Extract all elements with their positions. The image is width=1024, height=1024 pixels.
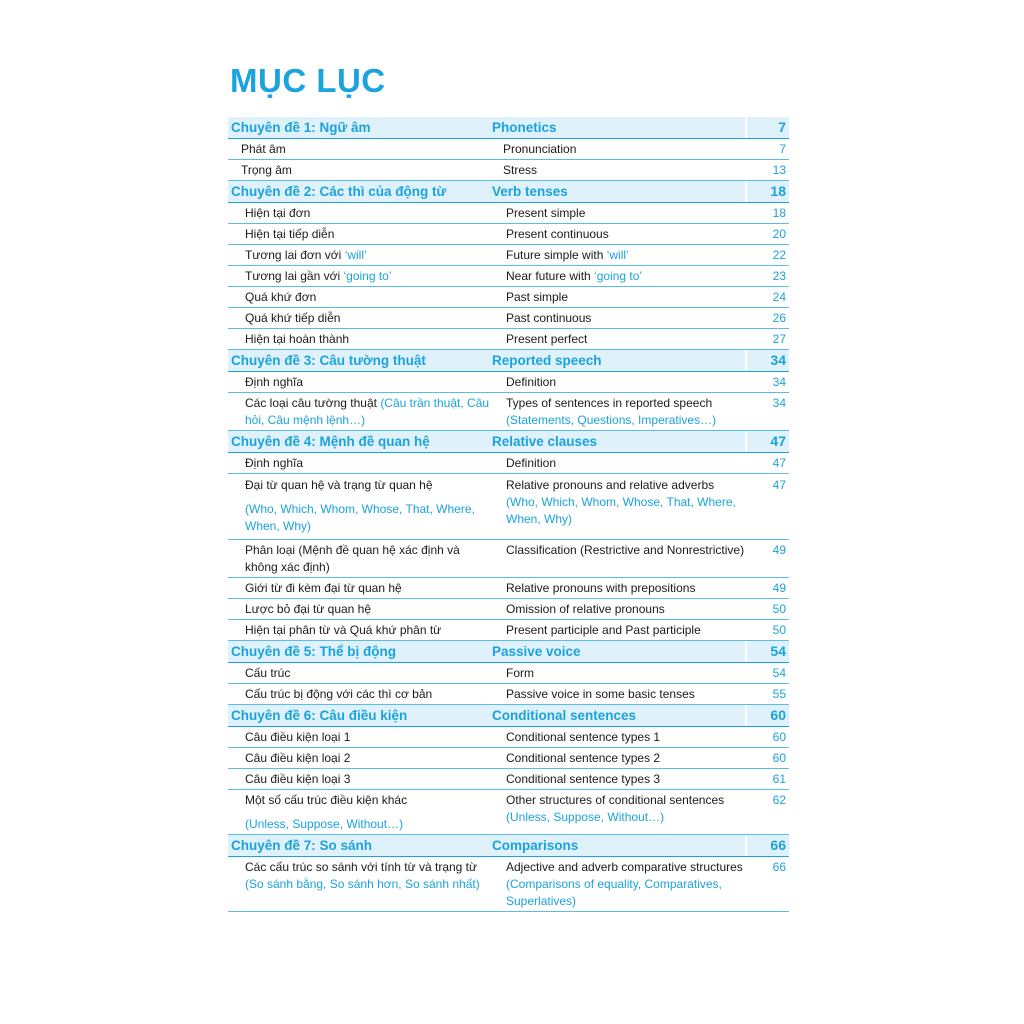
item-text-vi: Cấu trúc bị động với các thì cơ bản <box>245 687 433 701</box>
item-note-vi: (So sánh bằng, So sánh hơn, So sánh nhất) <box>245 877 480 891</box>
item-text-vi: Trọng âm <box>241 163 292 177</box>
table-of-contents <box>228 117 789 912</box>
toc-section-row[interactable] <box>228 117 789 139</box>
item-text-en: Pronunciation <box>503 142 577 156</box>
item-title-vi <box>228 247 490 264</box>
item-text-en: Present simple <box>506 206 586 220</box>
item-title-en <box>490 289 745 306</box>
item-text-vi: Câu điều kiện loại 2 <box>245 751 351 765</box>
section-title-vi: Chuyên đề 2: Các thì của động từ <box>231 184 447 199</box>
toc-item-row[interactable] <box>228 224 789 245</box>
item-text-en: Passive voice in some basic tenses <box>506 687 695 701</box>
item-page-number: 22 <box>772 248 786 262</box>
item-text-vi: Định nghĩa <box>245 456 304 470</box>
item-page-number: 61 <box>772 772 786 786</box>
item-text-en: Form <box>506 666 534 680</box>
item-page-number: 54 <box>772 666 786 680</box>
item-page-number: 27 <box>772 332 786 346</box>
item-title-vi <box>228 374 490 391</box>
item-text-en: Future simple with <box>506 248 607 262</box>
item-page-number: 13 <box>772 163 786 177</box>
item-text-vi: Phân loại (Mệnh đề quan hệ xác định và không xác định) <box>245 543 460 574</box>
toc-item-row[interactable] <box>228 393 789 431</box>
item-title-en <box>490 601 745 618</box>
item-text-vi: Hiện tại hoàn thành <box>245 332 350 346</box>
item-text-vi: Các cấu trúc so sánh với tính từ và trạng từ <box>245 860 478 874</box>
item-text-en: Relative pronouns with prepositions <box>506 581 696 595</box>
item-title-vi <box>228 310 490 327</box>
toc-item-row[interactable] <box>228 599 789 620</box>
section-page-number: 66 <box>745 835 789 856</box>
item-title-en <box>490 247 745 264</box>
item-note-en: ‘going to’ <box>594 269 643 283</box>
item-title-vi <box>228 226 490 243</box>
item-text-vi: Các loại câu tường thuật <box>245 396 381 410</box>
item-title-vi <box>228 729 490 746</box>
item-text-en: Present participle and Past participle <box>506 623 701 637</box>
item-title-en <box>490 665 745 682</box>
item-title-vi <box>228 601 490 618</box>
toc-item-row[interactable] <box>228 474 789 540</box>
item-text-vi: Định nghĩa <box>245 375 304 389</box>
item-note-en: (Unless, Suppose, Without…) <box>506 810 665 824</box>
item-text-en: Present perfect <box>506 332 588 346</box>
item-title-en <box>490 580 745 597</box>
item-text-en: Conditional sentence types 3 <box>506 772 661 786</box>
item-title-vi <box>228 665 490 682</box>
item-text-vi: Hiện tại đơn <box>245 206 311 220</box>
toc-item-row[interactable] <box>228 203 789 224</box>
section-title-en: Phonetics <box>492 120 557 135</box>
item-note-vi: (Who, Which, Whom, Whose, That, Where, When, Why) <box>245 502 475 533</box>
item-page-number: 23 <box>772 269 786 283</box>
item-title-en <box>490 622 745 639</box>
section-title-vi: Chuyên đề 5: Thể bị động <box>231 644 396 659</box>
section-title-en: Passive voice <box>492 644 581 659</box>
toc-item-row[interactable] <box>228 684 789 705</box>
line-gap <box>245 809 490 816</box>
toc-item-row[interactable] <box>228 453 789 474</box>
item-page-number: 50 <box>772 602 786 616</box>
section-title-vi: Chuyên đề 4: Mệnh đề quan hệ <box>231 434 430 449</box>
item-title-vi <box>228 859 490 893</box>
item-title-en <box>490 859 745 910</box>
section-page-number: 47 <box>745 431 789 452</box>
item-title-vi <box>228 622 490 639</box>
item-title-vi <box>228 205 490 222</box>
toc-item-row[interactable] <box>228 308 789 329</box>
item-title-vi <box>228 477 490 535</box>
item-text-vi: Đại từ quan hệ và trạng từ quan hệ <box>245 478 433 492</box>
item-page-number: 20 <box>772 227 786 241</box>
item-text-vi: Tương lai gần với <box>245 269 344 283</box>
toc-section-row[interactable] <box>228 705 789 727</box>
item-text-vi: Giới từ đi kèm đại từ quan hệ <box>245 581 402 595</box>
item-text-en: Classification (Restrictive and Nonrestrictive) <box>506 543 745 557</box>
toc-item-row[interactable] <box>228 663 789 684</box>
item-title-en <box>490 477 745 528</box>
item-title-vi <box>228 268 490 285</box>
item-title-vi <box>228 750 490 767</box>
item-page-number: 60 <box>772 751 786 765</box>
item-note-vi: ‘will’ <box>344 248 367 262</box>
section-title-en: Conditional sentences <box>492 708 637 723</box>
item-title-en <box>490 374 745 391</box>
item-title-en <box>490 395 745 429</box>
toc-item-row[interactable] <box>228 139 789 160</box>
item-text-en: Adjective and adverb comparative structures <box>506 860 743 874</box>
item-title-vi <box>228 580 490 597</box>
item-title-vi <box>228 542 490 576</box>
section-page-number: 34 <box>745 350 789 371</box>
toc-item-row[interactable] <box>228 160 789 181</box>
item-title-en <box>490 542 745 559</box>
item-text-vi: Cấu trúc <box>245 666 291 680</box>
section-page-number: 18 <box>745 181 789 202</box>
toc-section-row[interactable] <box>228 431 789 453</box>
item-text-vi: Câu điều kiện loại 1 <box>245 730 351 744</box>
item-page-number: 49 <box>772 543 786 557</box>
toc-item-row[interactable] <box>228 620 789 641</box>
item-page-number: 34 <box>772 396 786 410</box>
item-text-vi: Tương lai đơn với <box>245 248 345 262</box>
item-text-en: Stress <box>503 163 538 177</box>
item-text-en: Types of sentences in reported speech <box>506 396 713 410</box>
item-title-en <box>490 331 745 348</box>
item-text-en: Omission of relative pronouns <box>506 602 665 616</box>
item-text-vi: Phát âm <box>241 142 286 156</box>
item-text-vi: Quá khứ tiếp diễn <box>245 311 341 325</box>
item-title-en <box>490 226 745 243</box>
item-page-number: 60 <box>772 730 786 744</box>
page-title: MỤC LỤC <box>230 62 386 99</box>
toc-item-row[interactable] <box>228 769 789 790</box>
item-page-number: 47 <box>772 478 786 492</box>
item-text-en: Past simple <box>506 290 569 304</box>
item-page-number: 66 <box>772 860 786 874</box>
item-page-number: 24 <box>772 290 786 304</box>
item-page-number: 49 <box>772 581 786 595</box>
toc-section-row[interactable] <box>228 181 789 203</box>
toc-item-row[interactable] <box>228 748 789 769</box>
item-note-en: (Comparisons of equality, Comparatives, Superlatives) <box>506 877 722 908</box>
item-title-en <box>490 268 745 285</box>
toc-item-row[interactable] <box>228 372 789 393</box>
item-page-number: 34 <box>772 375 786 389</box>
section-page-number: 60 <box>745 705 789 726</box>
toc-section-row[interactable] <box>228 835 789 857</box>
item-title-en <box>490 729 745 746</box>
item-title-en <box>490 455 745 472</box>
toc-item-row[interactable] <box>228 578 789 599</box>
item-text-vi: Quá khứ đơn <box>245 290 317 304</box>
item-text-vi: Lược bỏ đại từ quan hệ <box>245 602 372 616</box>
toc-item-row[interactable] <box>228 245 789 266</box>
item-text-en: Definition <box>506 456 557 470</box>
section-title-en: Verb tenses <box>492 184 568 199</box>
item-title-vi <box>228 331 490 348</box>
item-page-number: 55 <box>772 687 786 701</box>
item-note-vi: (Unless, Suppose, Without…) <box>245 817 404 831</box>
item-page-number: 18 <box>772 206 786 220</box>
toc-item-row[interactable] <box>228 790 789 835</box>
section-title-en: Relative clauses <box>492 434 598 449</box>
item-title-vi <box>228 455 490 472</box>
section-title-en: Comparisons <box>492 838 579 853</box>
item-text-vi: Hiện tại phân từ và Quá khứ phân từ <box>245 623 442 637</box>
item-title-vi <box>228 162 490 179</box>
item-title-en <box>490 310 745 327</box>
item-title-vi <box>228 395 490 429</box>
toc-section-row[interactable] <box>228 641 789 663</box>
item-note-en: (Who, Which, Whom, Whose, That, Where, When, Why) <box>506 495 736 526</box>
item-text-en: Relative pronouns and relative adverbs <box>506 478 715 492</box>
toc-item-row[interactable] <box>228 266 789 287</box>
item-text-en: Definition <box>506 375 557 389</box>
section-page-number: 7 <box>745 117 789 138</box>
toc-section-row[interactable] <box>228 350 789 372</box>
item-page-number: 50 <box>772 623 786 637</box>
item-title-en <box>490 686 745 703</box>
item-title-vi <box>228 792 490 833</box>
toc-item-row[interactable] <box>228 727 789 748</box>
item-page-number: 26 <box>772 311 786 325</box>
item-title-vi <box>228 141 490 158</box>
item-text-vi: Một số cấu trúc điều kiện khác <box>245 793 408 807</box>
item-text-vi: Câu điều kiện loại 3 <box>245 772 351 786</box>
item-title-en <box>490 162 745 179</box>
item-text-vi: Hiện tại tiếp diễn <box>245 227 335 241</box>
item-title-en <box>490 205 745 222</box>
item-title-en <box>490 750 745 767</box>
item-note-en: ‘will’ <box>606 248 629 262</box>
item-page-number: 47 <box>772 456 786 470</box>
item-page-number: 7 <box>779 142 786 156</box>
item-text-en: Near future with <box>506 269 595 283</box>
item-title-en <box>490 771 745 788</box>
toc-item-row[interactable] <box>228 329 789 350</box>
item-title-vi <box>228 686 490 703</box>
item-note-vi: ‘going to’ <box>343 269 392 283</box>
item-text-en: Past continuous <box>506 311 592 325</box>
section-title-vi: Chuyên đề 7: So sánh <box>231 838 373 853</box>
item-title-en <box>490 141 745 158</box>
item-title-en <box>490 792 745 826</box>
section-title-vi: Chuyên đề 6: Câu điều kiện <box>231 708 408 723</box>
item-title-vi <box>228 289 490 306</box>
item-text-en: Present continuous <box>506 227 609 241</box>
section-title-vi: Chuyên đề 3: Câu tường thuật <box>231 353 426 368</box>
section-page-number: 54 <box>745 641 789 662</box>
toc-item-row[interactable] <box>228 857 789 912</box>
item-text-en: Other structures of conditional sentences <box>506 793 725 807</box>
toc-item-row[interactable] <box>228 540 789 578</box>
item-page-number: 62 <box>772 793 786 807</box>
item-title-vi <box>228 771 490 788</box>
item-text-en: Conditional sentence types 2 <box>506 751 661 765</box>
line-gap <box>245 494 490 501</box>
item-note-en: (Statements, Questions, Imperatives…) <box>506 413 717 427</box>
section-title-en: Reported speech <box>492 353 602 368</box>
item-note-vi: (Câu trần thuật, Câu hỏi, Câu mệnh lệnh…) <box>245 396 490 427</box>
item-text-en: Conditional sentence types 1 <box>506 730 661 744</box>
section-title-vi: Chuyên đề 1: Ngữ âm <box>231 120 371 135</box>
toc-item-row[interactable] <box>228 287 789 308</box>
